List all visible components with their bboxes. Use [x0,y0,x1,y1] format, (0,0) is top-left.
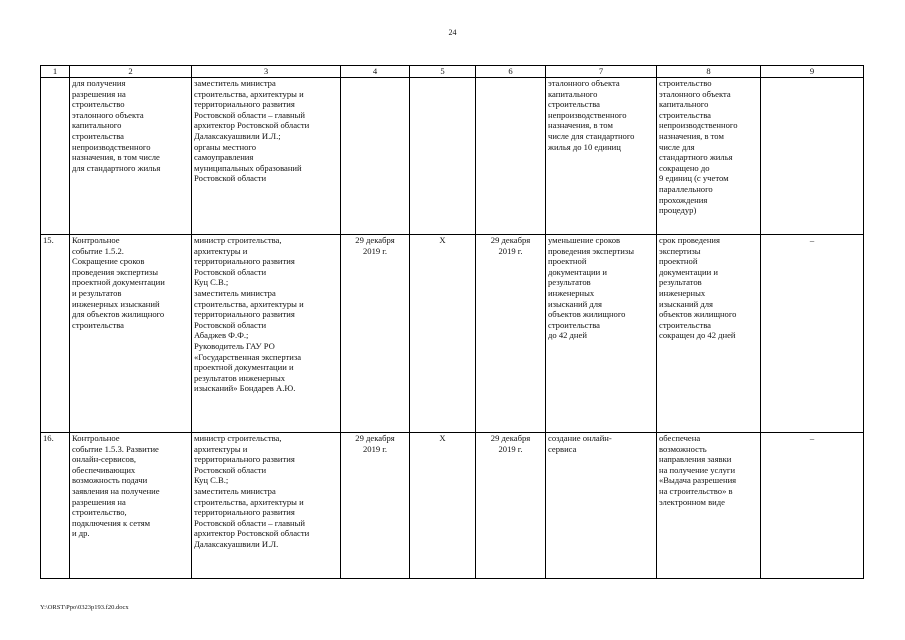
table-row [41,78,864,235]
note-cell [761,78,864,235]
result-cell [546,235,657,433]
indicator-cell [657,235,761,433]
file-path-footer: Y:\ORST\Ppo\0323p193.f20.docx [40,604,129,611]
table-row [41,433,864,579]
event-text: Контрольное событие 1.5.3. Развитие онлайн-сервисов, обеспечивающих возможность подачи заявления на получение разрешения на строительство, подключения к сетям и др. [72,433,160,539]
start-date-cell [341,433,410,579]
result-text: уменьшение сроков проведения экспертизы проектной документации и результатов инженерных изысканий для объектов жилищного строительства до 42 дней [548,235,634,341]
start-date-cell [341,235,410,433]
col-header-9: 9 [761,66,864,78]
event-text: для получения разрешения на строительство эталонного объекта капитального строительства непроизводственного назначения, в том числе для стандартного жилья [72,78,161,173]
result-text: создание онлайн- сервиса [548,433,612,454]
col-header-5: 5 [410,66,476,78]
page-number: 24 [448,28,457,37]
responsible-text: заместитель министра строительства, архитектуры и территориального развития Ростовской области – главный архитектор Ростовской области Далаксакуашвили И.Л.; органы местного самоуправления муниципальных образований Ростовской области [194,78,310,184]
end-date-text: 29 декабря 2019 г. [490,433,531,454]
mid-cell [410,433,476,579]
col-header-6: 6 [476,66,546,78]
col-header-8: 8 [657,66,761,78]
note-text: – [809,433,815,443]
indicator-text: строительство эталонного объекта капитального строительства непроизводственного назначения, в том числе для стандартного жилья сокращено до 9 единиц (с учетом параллельного прохождения процедур) [659,78,738,216]
end-date-cell [476,433,546,579]
end-date-text: 29 декабря 2019 г. [490,235,531,256]
event-text: Контрольное событие 1.5.2. Сокращение сроков проведения экспертизы проектной документации и результатов инженерных изысканий для объектов жилищного строительства [72,235,165,330]
start-date-cell [341,78,410,235]
responsible-cell [192,78,341,235]
table-row [41,235,864,433]
indicator-cell [657,78,761,235]
mid-cell [410,235,476,433]
event-cell [70,78,192,235]
row-number [41,78,70,235]
indicator-text: обеспечена возможность направления заявки на получение услуги «Выдача разрешения на строительство» в электронном виде [659,433,737,507]
event-cell [70,433,192,579]
row-number: 15. [41,235,70,433]
note-cell [761,433,864,579]
event-cell [70,235,192,433]
responsible-text: министр строительства, архитектуры и территориального развития Ростовской области Куц С.В.; заместитель министра строительства, архитектуры и территориального развития Ростовской области Абаджев Ф.Ф.; Руководитель ГАУ РО «Государственная экспертиза проектной документации и результатов инженерных изысканий» Бондарев А.Ю. [194,235,304,394]
col-header-1: 1 [41,66,70,78]
end-date-cell [476,78,546,235]
note-text: – [809,235,815,245]
start-date-text: 29 декабря 2019 г. [355,433,395,454]
col-header-2: 2 [70,66,192,78]
row-number: 16. [41,433,70,579]
result-cell [546,433,657,579]
result-text: эталонного объекта капитального строительства непроизводственного назначения, в том числе для стандартного жилья до 10 единиц [548,78,635,152]
end-date-cell [476,235,546,433]
mid-cell [410,78,476,235]
responsible-cell [192,235,341,433]
plan-table [40,65,864,579]
col-header-3: 3 [192,66,341,78]
col-header-7: 7 [546,66,657,78]
mid-text: X [439,433,446,443]
responsible-text: министр строительства, архитектуры и территориального развития Ростовской области Куц С.В.; заместитель министра строительства, архитектуры и территориального развития Ростовской области – главный архитектор Ростовской области Далаксакуашвили И.Л. [194,433,310,549]
indicator-text: срок проведения экспертизы проектной документации и результатов инженерных изысканий для объектов жилищного строительства сокращен до 42 дней [659,235,737,341]
indicator-cell [657,433,761,579]
note-cell [761,235,864,433]
mid-text: X [439,235,446,245]
responsible-cell [192,433,341,579]
start-date-text: 29 декабря 2019 г. [355,235,395,256]
header-row [41,66,864,78]
result-cell [546,78,657,235]
col-header-4: 4 [341,66,410,78]
